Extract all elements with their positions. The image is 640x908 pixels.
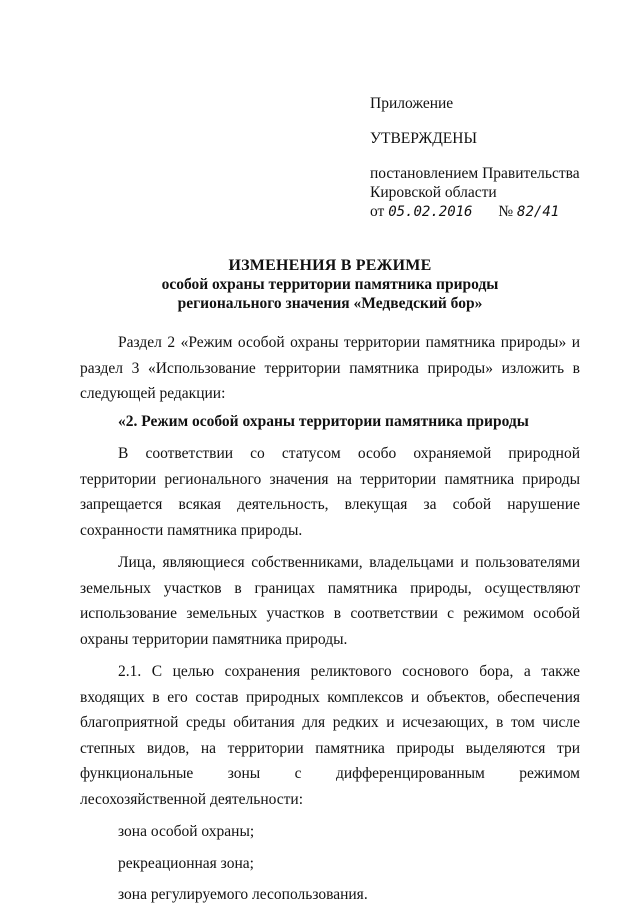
number-prefix: № bbox=[498, 203, 514, 220]
document-title bbox=[80, 256, 580, 313]
date-number-line bbox=[370, 202, 620, 222]
title-line-2: особой охраны территории памятника природы bbox=[161, 276, 499, 293]
zone-item: зона регулируемого лесопользования. bbox=[118, 886, 368, 903]
appendix-label: Приложение bbox=[370, 95, 454, 112]
handwritten-date: 05.02.2016 bbox=[388, 204, 473, 220]
decree-line-1: постановлением Правительства bbox=[370, 165, 580, 182]
approval-block bbox=[370, 94, 620, 222]
zone-item: зона особой охраны; bbox=[118, 823, 255, 840]
paragraph-1: В соответствии со статусом особо охраняемой природной территории регионального значения на территории памятника природы запрещается всякая деятельность, влекущая за собой нарушение сохранности памятника природы. bbox=[80, 445, 580, 539]
approved-label: УТВЕРЖДЕНЫ bbox=[370, 130, 477, 147]
title-line-3: регионального значения «Медведский бор» bbox=[177, 295, 483, 312]
decree-line-2: Кировской области bbox=[370, 184, 497, 201]
title-main: ИЗМЕНЕНИЯ В РЕЖИМЕ bbox=[228, 257, 432, 274]
zone-item: рекреационная зона; bbox=[118, 854, 254, 872]
paragraph-2: Лица, являющиеся собственниками, владельцами и пользователями земельных участков в границах памятника природы, осуществляют использование земельных участков в соответствии с режимом особой охраны территории памятника природы. bbox=[80, 554, 580, 648]
section-heading: «2. Режим особой охраны территории памятника природы bbox=[118, 412, 529, 430]
handwritten-number: 82/41 bbox=[517, 204, 560, 220]
intro-paragraph: Раздел 2 «Режим особой охраны территории памятника природы» и раздел 3 «Использование территории памятника природы» изложить в следующей редакции: bbox=[80, 334, 580, 402]
paragraph-3: 2.1. С целью сохранения реликтового соснового бора, а также входящих в его состав природных комплексов и объектов, обеспечения благоприятной среды обитания для редких и исчезающих, в том числе степных видов, на территории памятника природы выделяются три функциональные зоны с дифференцированным режимом лесохозяйственной деятельности: bbox=[80, 663, 580, 808]
date-prefix: от bbox=[370, 203, 385, 220]
document-body bbox=[80, 330, 580, 908]
